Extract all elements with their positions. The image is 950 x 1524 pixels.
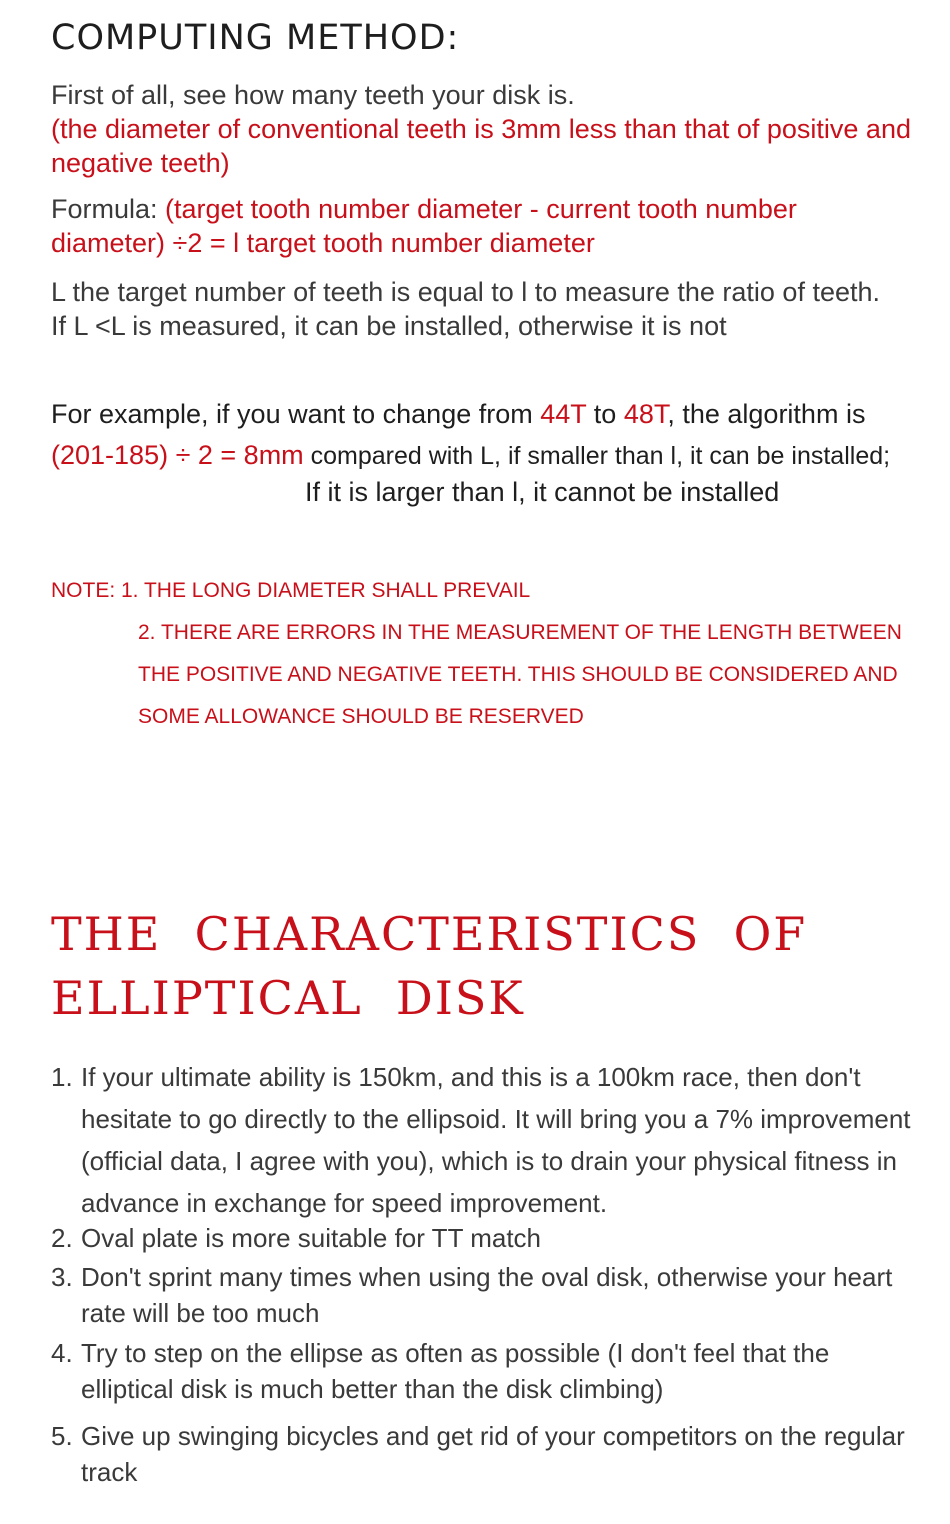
list-item-number: 4. xyxy=(51,1338,73,1368)
list-item-text: Oval plate is more suitable for TT match xyxy=(81,1223,542,1253)
formula-label: Formula: xyxy=(51,194,166,224)
characteristics-title-line-1: THE CHARACTERISTICS OF xyxy=(51,907,808,961)
example-line-3: If it is larger than l, it cannot be installed xyxy=(305,477,780,507)
list-item xyxy=(51,1335,911,1407)
intro-text: First of all, see how many teeth your disk is. xyxy=(51,80,575,110)
formula-text: (target tooth number diameter - current tooth number diameter) ÷2 = l target tooth number diameter xyxy=(51,194,797,258)
list-item-text: Give up swinging bicycles and get rid of your competitors on the regular track xyxy=(81,1421,905,1487)
example-text-3: , the algorithm is xyxy=(667,399,866,429)
list-item-number: 3. xyxy=(51,1262,73,1292)
example-text-2: to xyxy=(586,399,624,429)
rule-line-2: If L <L is measured, it can be installed, otherwise it is not xyxy=(51,311,727,341)
section-title-computing-method: COMPUTING METHOD: xyxy=(51,18,460,58)
example-from: 44T xyxy=(540,399,587,429)
list-item xyxy=(51,1220,911,1256)
example-calc: (201-185) ÷ 2 = 8mm xyxy=(51,440,304,470)
example-text-1: For example, if you want to change from xyxy=(51,399,541,429)
example-text-4: compared with L, if smaller than l, it can be installed; xyxy=(303,442,891,470)
note-line-4: SOME ALLOWANCE SHOULD BE RESERVED xyxy=(138,705,584,728)
list-item-text: Don't sprint many times when using the oval disk, otherwise your heart rate will be too much xyxy=(81,1262,893,1328)
list-item-number: 2. xyxy=(51,1223,73,1253)
intro-paragraph xyxy=(51,78,921,180)
rule-paragraph xyxy=(51,275,931,343)
list-item xyxy=(51,1056,911,1224)
note-line-3: THE POSITIVE AND NEGATIVE TEETH. THIS SHOULD BE CONSIDERED AND xyxy=(138,663,898,686)
list-item-number: 5. xyxy=(51,1421,73,1451)
rule-line-1: L the target number of teeth is equal to l to measure the ratio of teeth. xyxy=(51,277,880,307)
list-item xyxy=(51,1259,911,1331)
intro-note: (the diameter of conventional teeth is 3mm less than that of positive and negative teeth) xyxy=(51,114,911,178)
list-item xyxy=(51,1418,911,1490)
note-line-1: NOTE: 1. THE LONG DIAMETER SHALL PREVAIL xyxy=(51,579,531,602)
characteristics-title-line-2: ELLIPTICAL DISK xyxy=(51,971,525,1025)
list-item-text: Try to step on the ellipse as often as possible (I don't feel that the elliptical disk is much better than the disk climbing) xyxy=(81,1338,830,1404)
example-to: 48T xyxy=(623,399,668,429)
formula-paragraph xyxy=(51,192,911,260)
list-item-number: 1. xyxy=(51,1062,73,1092)
example-paragraph xyxy=(51,394,931,477)
note-line-2: 2. THERE ARE ERRORS IN THE MEASUREMENT OF THE LENGTH BETWEEN xyxy=(138,621,902,644)
section-title-characteristics xyxy=(51,902,931,1030)
list-item-text: If your ultimate ability is 150km, and this is a 100km race, then don't hesitate to go directly to the ellipsoid. It will bring you a 7% improvement (official data, I agree with you), which is to drain your physical fitness in advance in exchange for speed improvement. xyxy=(81,1062,911,1218)
